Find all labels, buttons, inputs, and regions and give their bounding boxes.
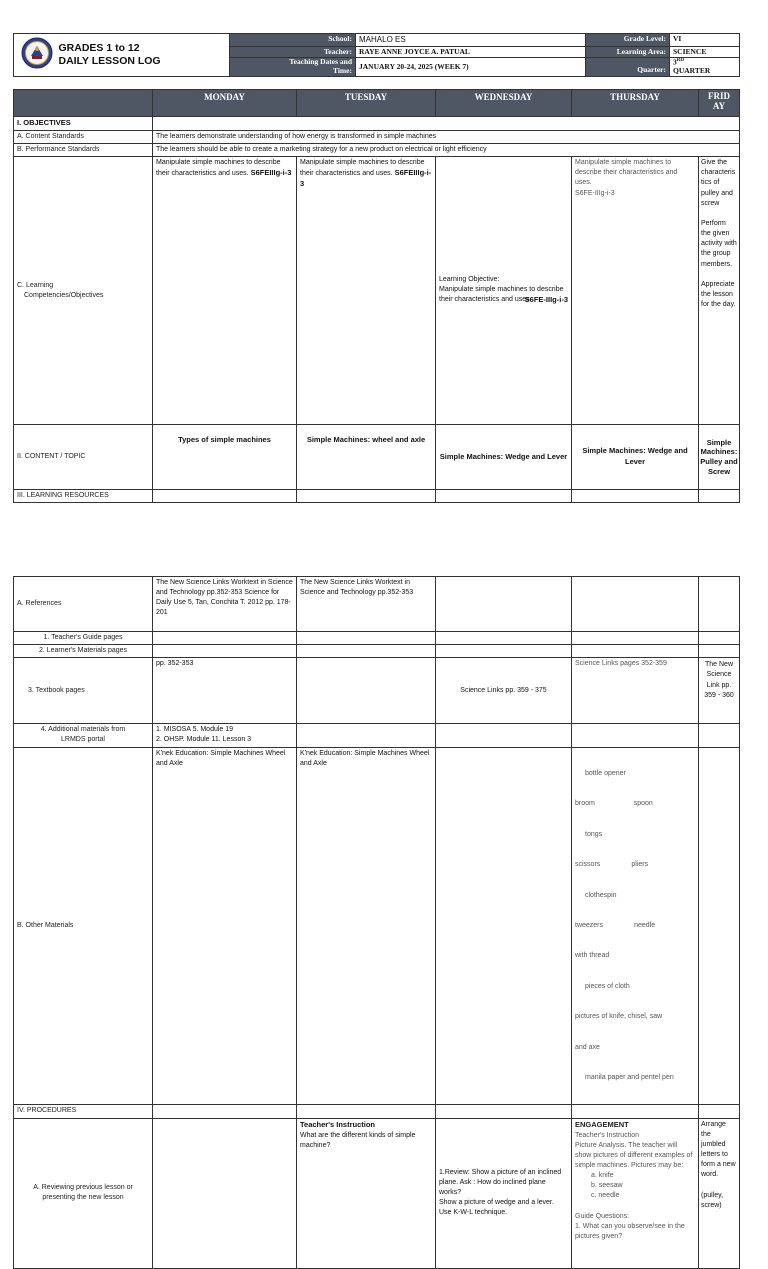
review-label: A. Reviewing previous lesson or presenting the new lesson (14, 1118, 153, 1268)
deped-seal (14, 34, 56, 77)
day-tuesday: TUESDAY (297, 90, 436, 117)
competency-wednesday: Learning Objective: Manipulate simple machines to describe their characteristics and uses S6FE-IIIg-i-3 (436, 157, 572, 425)
topic-wednesday: Simple Machines: Wedge and Lever (436, 425, 572, 490)
grade-label: Grade Level: (586, 34, 670, 47)
resources-label: III. LEARNING RESOURCES (14, 490, 153, 503)
day-monday: MONDAY (153, 90, 297, 117)
quarter-value: 3RD QUARTER (670, 58, 740, 76)
teacher-value: RAYE ANNE JOYCE A. PATUAL (356, 46, 586, 58)
additional-materials-label: 4. Additional materials from LRMDS portal (14, 724, 153, 747)
competency-friday: Give the characteristics of pulley and screw Perform the given activity with the group members. Appreciate the lesson for the day. (699, 157, 740, 425)
performance-standards-label: B. Performance Standards (14, 144, 153, 157)
objectives-label: I. OBJECTIVES (14, 117, 153, 131)
content-standards: The learners demonstrate understanding of how energy is transformed in simple machines (153, 130, 740, 143)
review-friday: Arrange the jumbled letters to form a new word. (pulley, screw) (699, 1118, 740, 1268)
day-friday: FRID AY (699, 90, 740, 117)
content-topic-label: II. CONTENT / TOPIC (14, 425, 153, 490)
references-monday: The New Science Links Worktext in Science and Technology pp.352-353 Science for Daily Use 5, Tan, Conchita T. 2012 pp. 178-201 (153, 577, 297, 632)
corner-cell (14, 90, 153, 117)
header-table (13, 33, 740, 77)
teachers-guide-label: 1. Teacher's Guide pages (14, 632, 153, 645)
topic-friday: Simple Machines: Pulley and Screw (699, 425, 740, 490)
day-header-row (14, 90, 740, 117)
day-thursday: THURSDAY (572, 90, 699, 117)
performance-standards: The learners should be able to create a marketing strategy for a new product on electrical or light efficiency (153, 144, 740, 157)
area-label: Learning Area: (586, 46, 670, 58)
dates-value: JANUARY 20-24, 2025 (WEEK 7) (356, 58, 586, 76)
additional-monday: 1. MISOSA 5. Module 19 2. OHSP. Module 11. Lesson 3 (153, 724, 297, 747)
procedures-label: IV. PROCEDURES (14, 1105, 153, 1118)
references-label: A. References (14, 577, 153, 632)
day-wednesday: WEDNESDAY (436, 90, 572, 117)
competency-tuesday: Manipulate simple machines to describe their characteristics and uses. S6FEIIIg-i-3 (297, 157, 436, 425)
objectives-blank (153, 117, 740, 131)
competency-thursday: Manipulate simple machines to describe their characteristics and uses. S6FE-IIIg-i-3 (572, 157, 699, 425)
textbook-friday: The New Science Link pp. 359 - 360 (699, 658, 740, 724)
title-line-1: GRADES 1 to 12 (58, 42, 140, 55)
other-materials-label: B. Other Materials (14, 747, 153, 1105)
other-materials-thursday: bottle opener broom spoon tongs scissors pliers clothespin tweezers needle with thread pieces of cloth pictures of knife, chisel, saw and axe manila paper and pentel pen (572, 747, 699, 1105)
topic-tuesday: Simple Machines: wheel and axle (297, 425, 436, 490)
teacher-label: Teacher: (230, 46, 356, 58)
log-title (56, 34, 230, 77)
competency-monday: Manipulate simple machines to describe their characteristics and uses. S6FEIIIg-i-3 (153, 157, 297, 425)
review-tuesday: Teacher's Instruction What are the different kinds of simple machine? (297, 1118, 436, 1268)
school-label: School: (230, 34, 356, 47)
competencies-label: C. Learning Competencies/Objectives (14, 157, 153, 425)
review-wednesday: 1.Review: Show a picture of an inclined plane. Ask : How do inclined plane works? Show a picture of wedge and a lever. Use K-W-L technique. (436, 1118, 572, 1268)
area-value: SCIENCE (670, 46, 740, 58)
content-standards-label: A. Content Standards (14, 130, 153, 143)
title-line-2: DAILY LESSON LOG (58, 54, 161, 67)
references-tuesday: The New Science Links Worktext in Science and Technology pp.352-353 (297, 577, 436, 632)
lesson-table-2 (13, 576, 740, 1269)
other-materials-tuesday: K'nek Education: Simple Machines Wheel and Axle (297, 747, 436, 1105)
lesson-table-1 (13, 89, 740, 503)
topic-thursday: Simple Machines: Wedge and Lever (572, 425, 699, 490)
grade-value: VI (670, 34, 740, 47)
topic-monday: Types of simple machines (153, 425, 297, 490)
textbook-label: 3. Textbook pages (14, 658, 153, 724)
school-value: MAHALO ES (356, 34, 586, 47)
seal-icon (17, 34, 56, 72)
textbook-thursday: Science Links pages 352-359 (572, 658, 699, 724)
quarter-label: Quarter: (586, 58, 670, 76)
learners-materials-label: 2. Learner's Materials pages (14, 645, 153, 658)
review-thursday: ENGAGEMENT Teacher's Instruction Picture Analysis. The teacher will show pictures of different examples of simple machines. Pictures may be: a. knife b. seesaw c. needle Guide Questions: 1. What can you observe/see in the pictures given? (572, 1118, 699, 1268)
textbook-wednesday: Science Links pp. 359 - 375 (436, 658, 572, 724)
dates-label: Teaching Dates and Time: (230, 58, 356, 76)
other-materials-monday: K'nek Education: Simple Machines Wheel and Axle (153, 747, 297, 1105)
textbook-monday: pp. 352-353 (153, 658, 297, 724)
